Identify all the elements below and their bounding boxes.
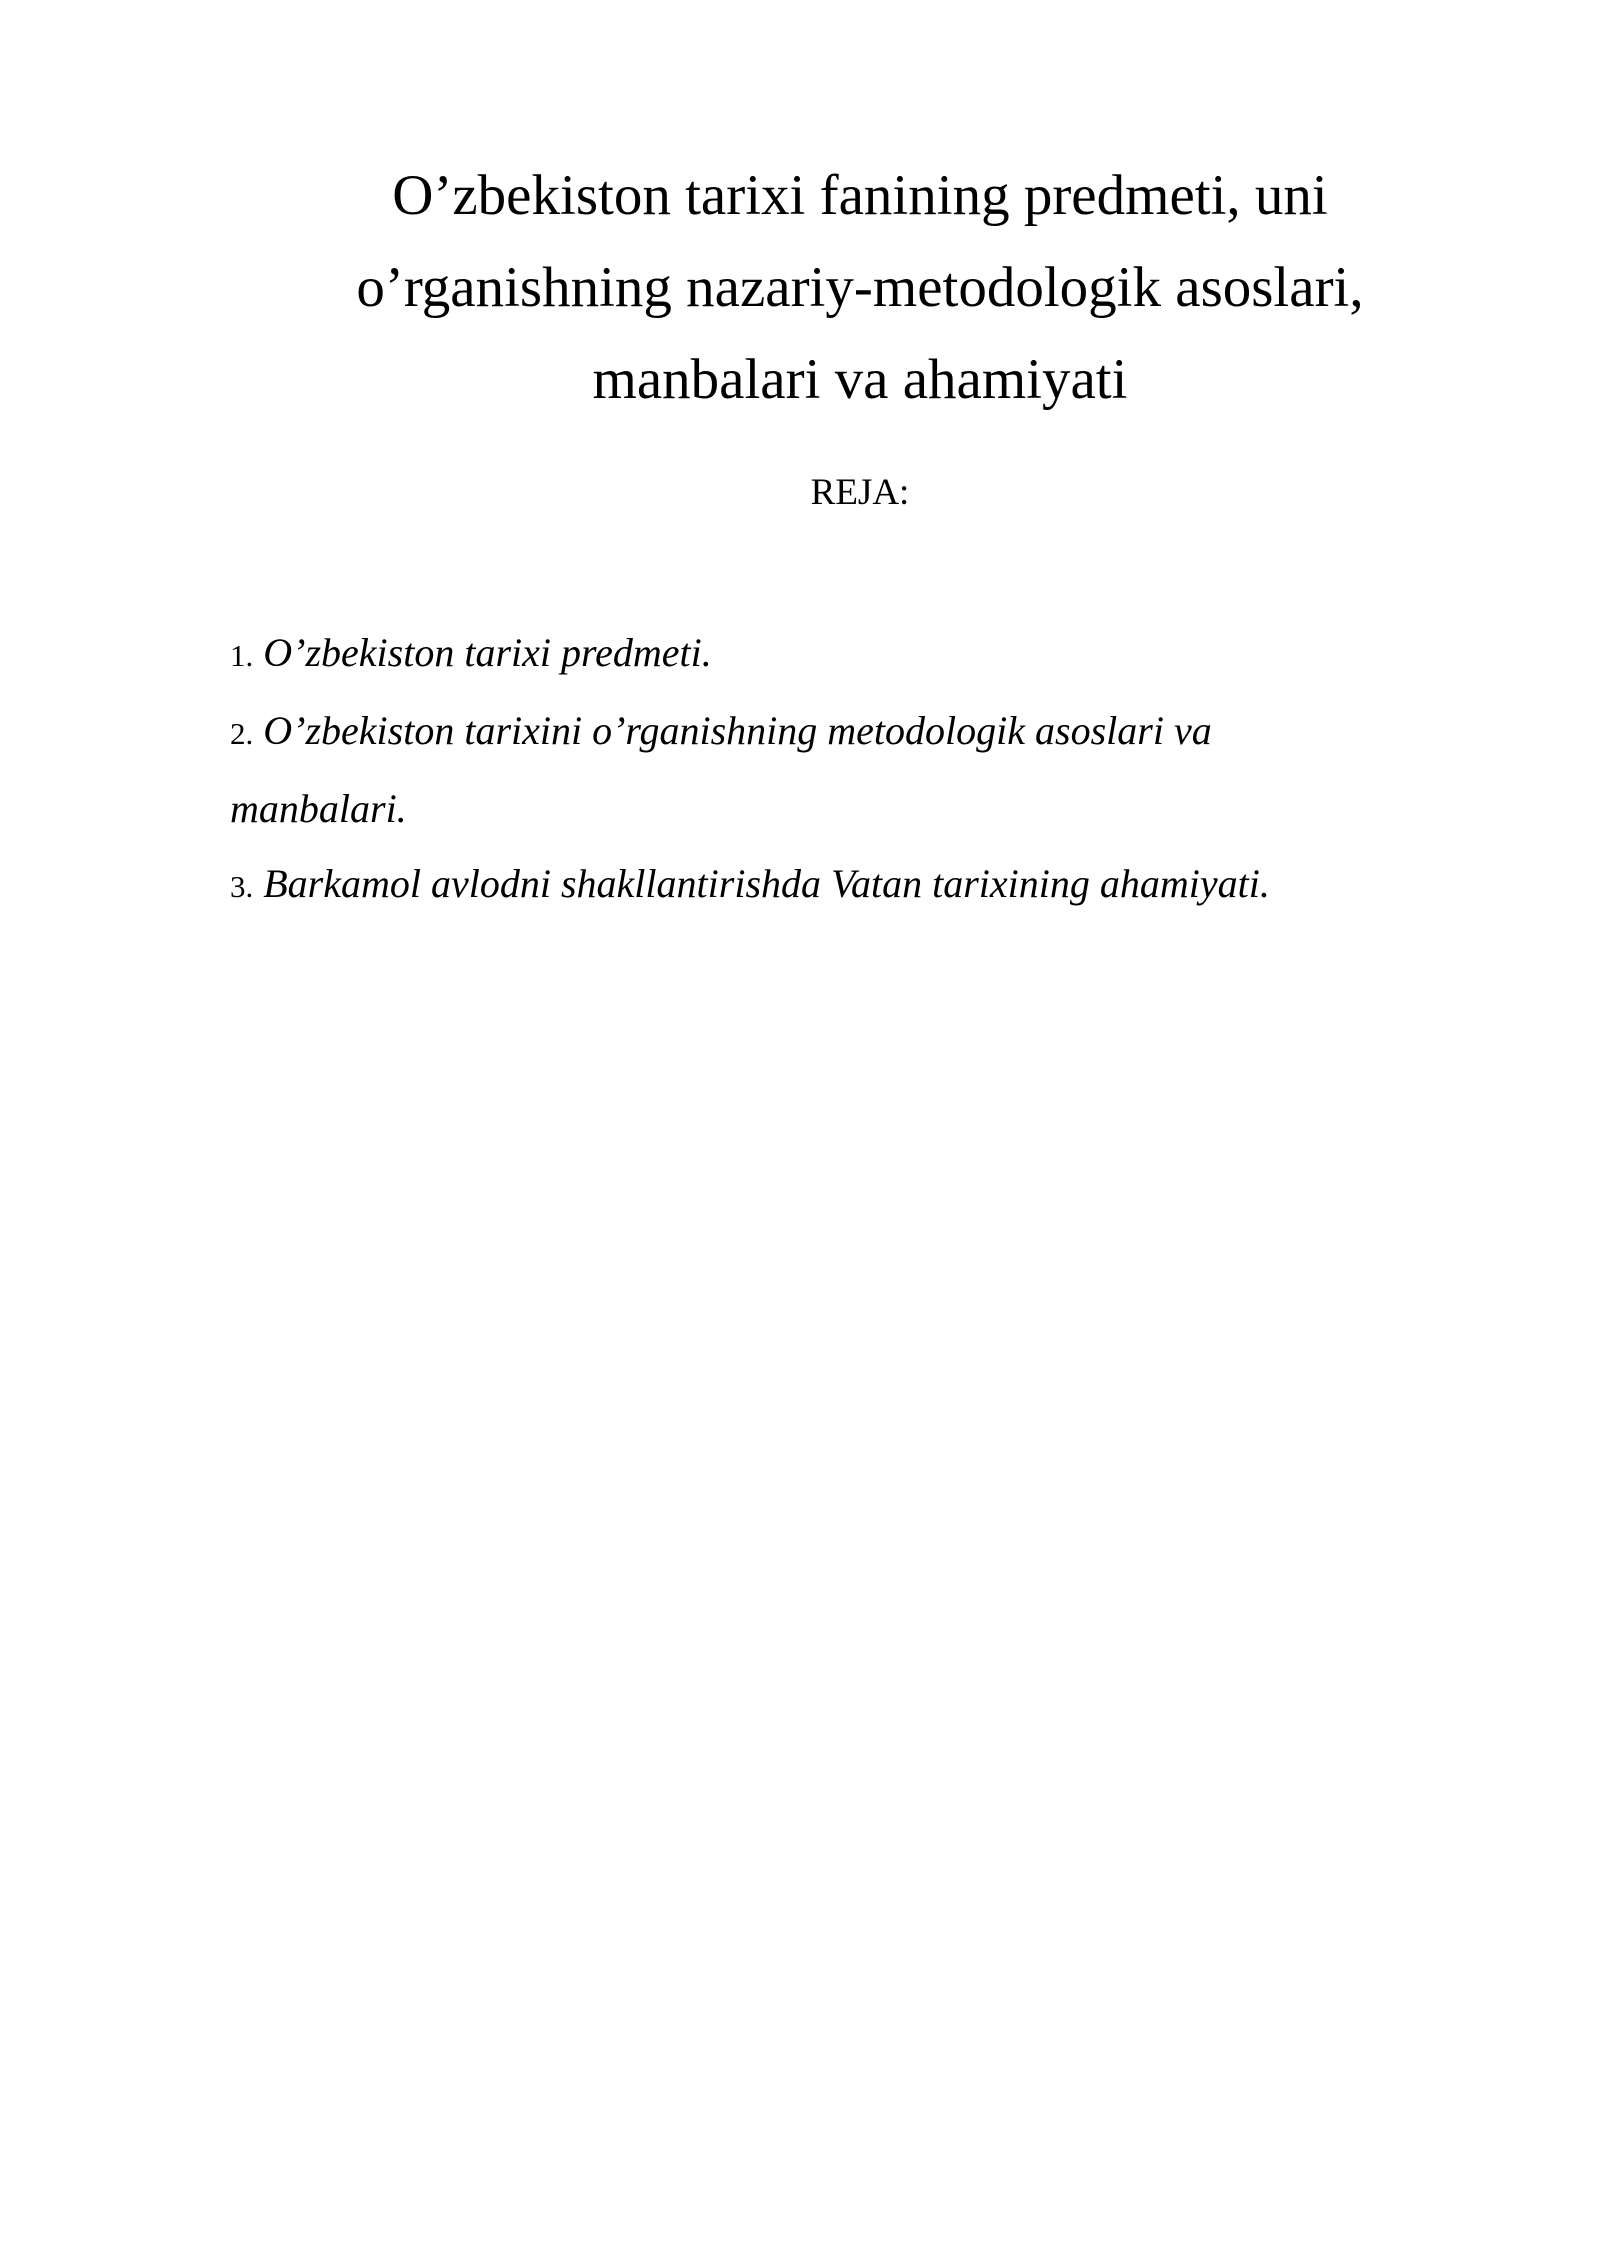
title-line-2: o’rganishning nazariy-metodologik asoslari, bbox=[356, 256, 1364, 319]
plan-heading: REJA: bbox=[810, 472, 910, 513]
plan-item-text-continued: manbalari. bbox=[230, 786, 407, 831]
plan-list bbox=[230, 615, 1430, 924]
plan-item-text: O’zbekiston tarixini o’rganishning metodologik asoslari va bbox=[263, 708, 1212, 753]
title-line-3: manbalari va ahamiyati bbox=[592, 348, 1128, 411]
document-title bbox=[320, 150, 1400, 426]
plan-item-number: 2. bbox=[230, 716, 254, 751]
plan-item-2 bbox=[230, 693, 1430, 846]
plan-item-3 bbox=[230, 846, 1430, 924]
plan-item-number: 3. bbox=[230, 869, 254, 904]
plan-item-text: Barkamol avlodni shakllantirishda Vatan tarixining ahamiyati. bbox=[263, 861, 1270, 906]
plan-item-1 bbox=[230, 615, 1430, 693]
plan-item-text: O’zbekiston tarixi predmeti. bbox=[263, 630, 712, 675]
plan-item-number: 1. bbox=[230, 638, 254, 673]
title-line-1: O’zbekiston tarixi fanining predmeti, uni bbox=[392, 164, 1328, 227]
